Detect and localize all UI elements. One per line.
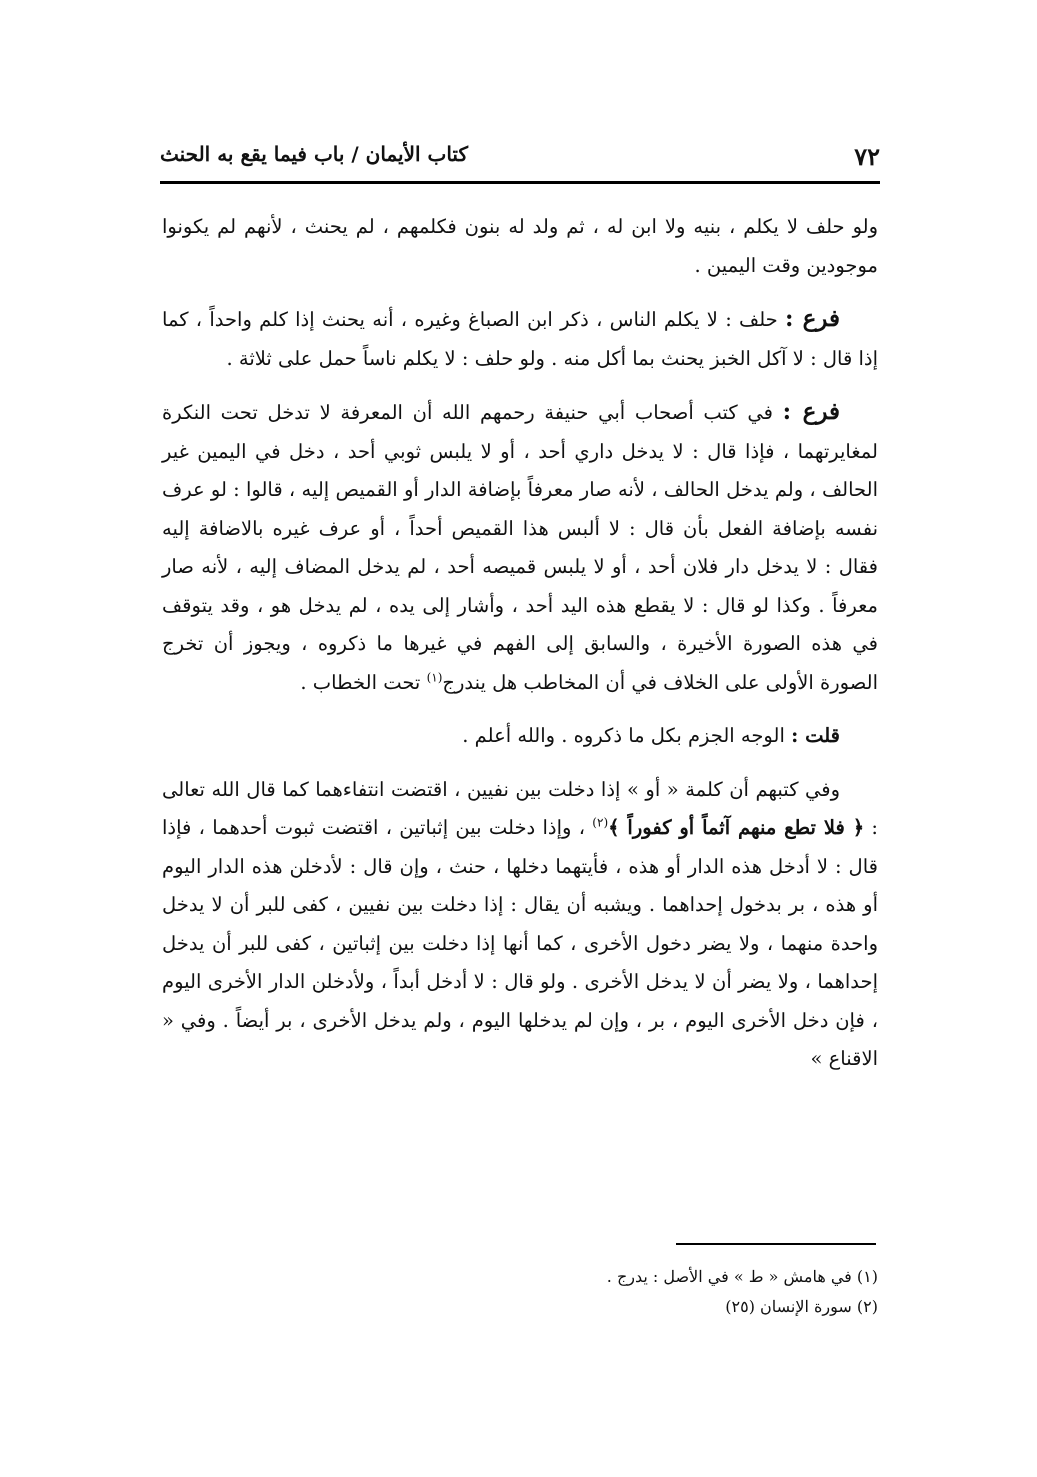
running-title: كتاب الأيمان / باب فيما يقع به الحنث: [160, 142, 468, 166]
paragraph-5-text-b: ، وإذا دخلت بين إثباتين ، اقتضت ثبوت أحدهما ، فإذا قال : لا أدخل هذه الدار أو هذه ، فأيتهما دخلها ، حنث ، وإن قال : لأدخلن هذه الدار اليوم أو هذه ، بر بدخول إحداهما . ويشبه أن يقال : إذا دخلت بين نفيين ، كفى للبر أن لا يدخل واحدة منهما ، ولا يضر دخول الأخرى ، كما أنها إذا دخلت بين إثباتين ، كفى للبر أن يدخل إحداهما ، ولا يضر أن لا يدخل الأخرى . ولو قال : لا أدخل أبداً ، ولأدخلن الدار الأخرى اليوم ، فإن دخل الأخرى اليوم ، بر ، وإن لم يدخلها اليوم ، ولم يدخل الأخرى ، بر أيضاً . وفي « الاقناع »: [162, 816, 878, 1070]
paragraph-1: [162, 208, 878, 285]
paragraph-2: [162, 300, 878, 378]
qultu-lead: قلت :: [791, 724, 840, 747]
footnotes: [500, 1262, 878, 1322]
header-rule: [160, 181, 880, 184]
footnote-2: (٢) سورة الإنسان (٢٥): [725, 1297, 878, 1316]
main-text: [162, 208, 878, 1094]
section-lead-far: فرع :: [785, 305, 840, 332]
quran-quote: ﴿ فلا تطع منهم آثماً أو كفوراً ﴾: [608, 816, 865, 839]
footnote-ref-1: (١): [426, 670, 443, 684]
footnote-ref-2: (٢): [592, 815, 609, 830]
paragraph-3-text-b: تحت الخطاب .: [300, 670, 421, 694]
paragraph-3-text-a: في كتب أصحاب أبي حنيفة رحمهم الله أن المعرفة لا تدخل تحت النكرة لمغايرتهما ، فإذا قال : لا يدخل داري أحد ، أو لا يلبس ثوبي أحد ، دخل في اليمين غير الحالف ، ولم يدخل الحالف ، لأنه صار معرفاً بإضافة الدار أو القميص إليه ، قالوا : لو عرف نفسه بإضافة الفعل بأن قال : لا ألبس هذا القميص أحداً ، أو عرف غيره بالاضافة إليه فقال : لا يدخل دار فلان أحد ، أو لا يلبس قميصه أحد ، لم يدخل المضاف إليه ، لأنه صار معرفاً . وكذا لو قال : لا يقطع هذه اليد أحد ، وأشار إلى يده ، لم يدخل هو ، وقد يتوقف في هذه الصورة الأخيرة ، والسابق إلى الفهم في غيرها ما ذكروه ، ويجوز أن تخرج الصورة الأولى على الخلاف في أن المخاطب هل يندرج: [162, 401, 878, 694]
paragraph-4: [162, 717, 878, 756]
paragraph-1-text: ولو حلف لا يكلم ، بنيه ولا ابن له ، ثم ولد له بنون فكلمهم ، لم يحنث ، لأنهم لم يكونوا موجودين وقت اليمين .: [162, 215, 878, 277]
footnote-1: (١) في هامش « ط » في الأصل : يدرج .: [606, 1267, 878, 1286]
footnote-rule: [676, 1243, 876, 1245]
paragraph-3: [162, 393, 878, 702]
paragraph-5: [162, 771, 878, 1079]
page-number: ٧٢: [854, 142, 880, 171]
paragraph-4-text: الوجه الجزم بكل ما ذكروه . والله أعلم .: [462, 724, 785, 747]
paragraph-2-text: حلف : لا يكلم الناس ، ذكر ابن الصباغ وغيره ، أنه يحنث إذا كلم واحداً ، كما إذا قال : لا آكل الخبز يحنث بما أكل منه . ولو حلف : لا يكلم ناساً حمل على ثلاثة .: [162, 308, 878, 370]
page-header: [160, 140, 880, 180]
section-lead-far-2: فرع :: [782, 398, 841, 425]
paragraph-5-text-a: وفي كتبهم أن كلمة « أو » إذا دخلت بين نفيين ، اقتضت انتفاءهما كما قال الله تعالى :: [162, 777, 878, 839]
